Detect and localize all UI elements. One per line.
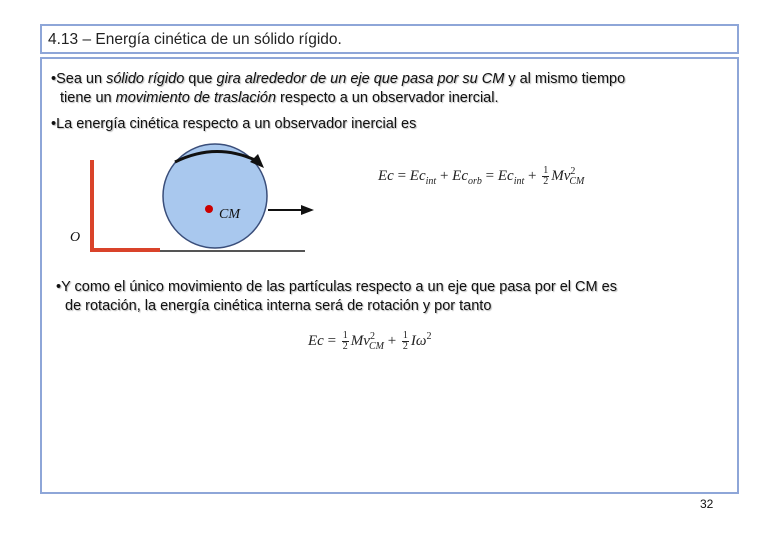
emph-text: movimiento de traslación	[115, 90, 277, 106]
eq-sign: =	[393, 168, 410, 184]
eq-symbol: Ec	[308, 333, 324, 349]
fraction-den: 2	[543, 176, 549, 188]
eq-symbol: Mv	[551, 168, 571, 184]
bullet-marker: •	[51, 71, 57, 87]
text: y al mismo tiempo	[504, 71, 626, 87]
fraction-den: 2	[402, 341, 408, 353]
bullet-marker: •	[56, 279, 62, 295]
text: de rotación, la energía cinética interna será de rotación y por tanto	[65, 298, 492, 314]
slide-title: 4.13 – Energía cinética de un sólido rígido.	[40, 24, 739, 54]
translation-arrow-head	[301, 205, 314, 215]
center-of-mass-dot	[205, 205, 213, 213]
eq-subscript: CM	[569, 176, 585, 187]
bullet-rotation	[56, 278, 736, 316]
bullet-marker: •	[51, 116, 57, 132]
fraction-half	[402, 331, 409, 352]
text: que	[184, 71, 217, 87]
eq-symbol: Iω	[410, 333, 427, 349]
fraction-num: 1	[342, 330, 348, 342]
eq-exponent: 2	[426, 331, 432, 342]
eq-symbol: Ec	[409, 168, 426, 184]
eq-sign: +	[436, 168, 453, 184]
cm-label: CM	[219, 207, 240, 222]
eq-sign: +	[383, 333, 400, 349]
eq-subscript: orb	[467, 176, 482, 187]
eq-exponent: 2	[570, 166, 576, 177]
emph-text: sólido rígido	[106, 71, 185, 87]
eq-symbol: Mv	[350, 333, 370, 349]
eq-sign: =	[323, 333, 340, 349]
eq-sign: =	[481, 168, 498, 184]
eq-symbol: Ec	[452, 168, 468, 184]
origin-label: O	[70, 230, 81, 245]
fraction-num: 1	[402, 330, 408, 342]
eq-exponent: 2	[369, 331, 375, 342]
equation-total-energy	[378, 166, 584, 187]
fraction-num: 1	[543, 165, 549, 177]
eq-subscript: int	[425, 176, 437, 187]
eq-subscript: CM	[368, 341, 384, 352]
text: Y como el único movimiento de las partículas respecto a un eje que pasa por el CM es	[61, 279, 617, 295]
fraction-den: 2	[342, 341, 348, 353]
text: Sea un	[56, 71, 107, 87]
fraction-half	[542, 166, 549, 187]
eq-subscript: int	[513, 176, 525, 187]
eq-symbol: Ec	[378, 168, 394, 184]
emph-text: gira alrededor de un eje que pasa por su CM	[216, 71, 505, 87]
equation-rotation-energy	[308, 331, 432, 352]
text: La energía cinética respecto a un observador inercial es	[56, 116, 417, 132]
eq-symbol: Ec	[497, 168, 514, 184]
text: tiene un	[60, 90, 116, 106]
eq-sign: +	[524, 168, 541, 184]
text: respecto a un observador inercial.	[276, 90, 499, 106]
page-number: 32	[700, 497, 714, 511]
fraction-half	[342, 331, 349, 352]
